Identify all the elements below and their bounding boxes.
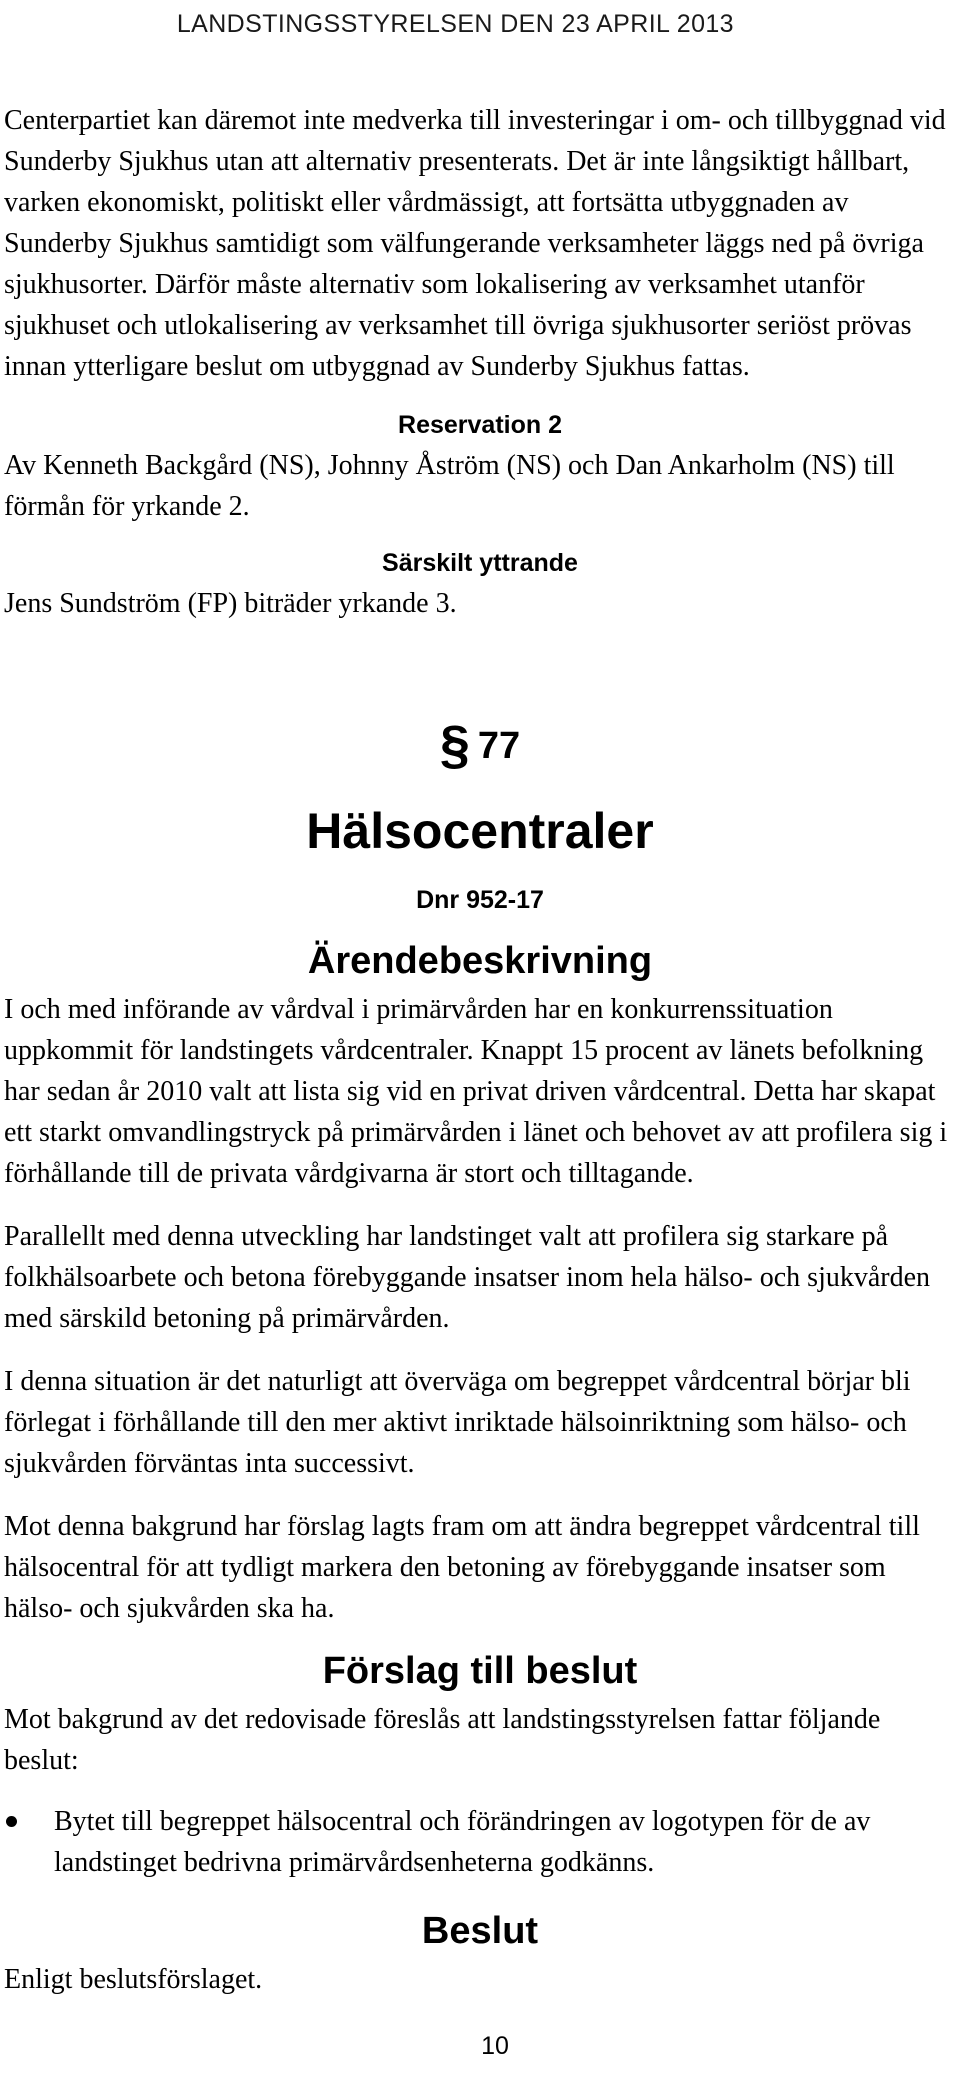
decision-heading: Beslut	[421, 1910, 539, 1952]
description-paragraph-2: Parallellt med denna utveckling har landstinget valt att profilera sig starkare på folkhälsoarbete och betona förebyggande insatser inom hela hälso- och sjukvården med särskild betoning på primärvården.	[4, 1221, 931, 1334]
proposal-intro: Mot bakgrund av det redovisade föreslås att landstingsstyrelsen fattar följande beslut:	[4, 1704, 881, 1776]
description-heading: Ärendebeskrivning	[307, 940, 653, 982]
document-body	[4, 100, 956, 2022]
case-number: Dnr 952-17	[416, 886, 544, 914]
section-number	[4, 715, 956, 775]
bullet-icon	[6, 1816, 17, 1827]
section-symbol: §	[439, 715, 470, 775]
list-item	[4, 1801, 956, 1883]
reservation-text: Av Kenneth Backgård (NS), Johnny Åström (NS) och Dan Ankarholm (NS) till förmån för yrkande 2.	[4, 450, 895, 522]
reservation-heading: Reservation 2	[398, 411, 562, 439]
section-title: Hälsocentraler	[306, 803, 654, 859]
description-paragraph-4: Mot denna bakgrund har förslag lagts fram om att ändra begreppet vårdcentral till hälsocentral för att tydligt markera den betoning av förebyggande insatser som hälso- och sjukvården ska ha.	[4, 1511, 920, 1624]
decision-text: Enligt beslutsförslaget.	[4, 1964, 263, 1995]
proposal-bullet-list	[4, 1801, 956, 1883]
proposal-bullet-text: Bytet till begreppet hälsocentral och förändringen av logotypen för de av landstinget bedrivna primärvårdsenheterna godkänns.	[54, 1806, 871, 1878]
statement-text: Jens Sundström (FP) biträder yrkande 3.	[4, 588, 457, 619]
page-header	[0, 10, 960, 39]
header-title: LANDSTINGSSTYRELSEN DEN 23 APRIL 2013	[176, 10, 734, 38]
description-paragraph-1: I och med införande av vårdval i primärvården har en konkurrenssituation uppkommit för landstingets vårdcentraler. Knappt 15 procent av länets befolkning har sedan år 2010 valt att lista sig vid en privat driven vårdcentral. Detta har skapat ett starkt omvandlingstryck på primärvården i länet och behovet av att profilera sig i förhållande till de privata vårdgivarna är stort och tilltagande.	[4, 994, 948, 1189]
statement-heading: Särskilt yttrande	[382, 549, 578, 577]
intro-paragraph: Centerpartiet kan däremot inte medverka till investeringar i om- och tillbyggnad vid Sunderby Sjukhus utan att alternativ presenterats. Det är inte långsiktigt hållbart, varken ekonomiskt, politiskt eller vårdmässigt, att fortsätta utbyggnaden av Sunderby Sjukhus samtidigt som välfungerande verksamheter läggs ned på övriga sjukhusorter. Därför måste alternativ som lokalisering av verksamhet utanför sjukhuset och utlokalisering av verksamhet till övriga sjukhusorter seriöst prövas innan ytterligare beslut om utbyggnad av Sunderby Sjukhus fattas.	[4, 105, 946, 382]
description-paragraph-3: I denna situation är det naturligt att överväga om begreppet vårdcentral börjar bli förlegat i förhållande till den mer aktivt inriktade hälsoinriktning som hälso- och sjukvården förväntas inta successivt.	[4, 1366, 911, 1479]
proposal-heading: Förslag till beslut	[322, 1650, 638, 1692]
page-number: 10	[481, 2032, 509, 2060]
section-number-value: 77	[477, 725, 521, 767]
